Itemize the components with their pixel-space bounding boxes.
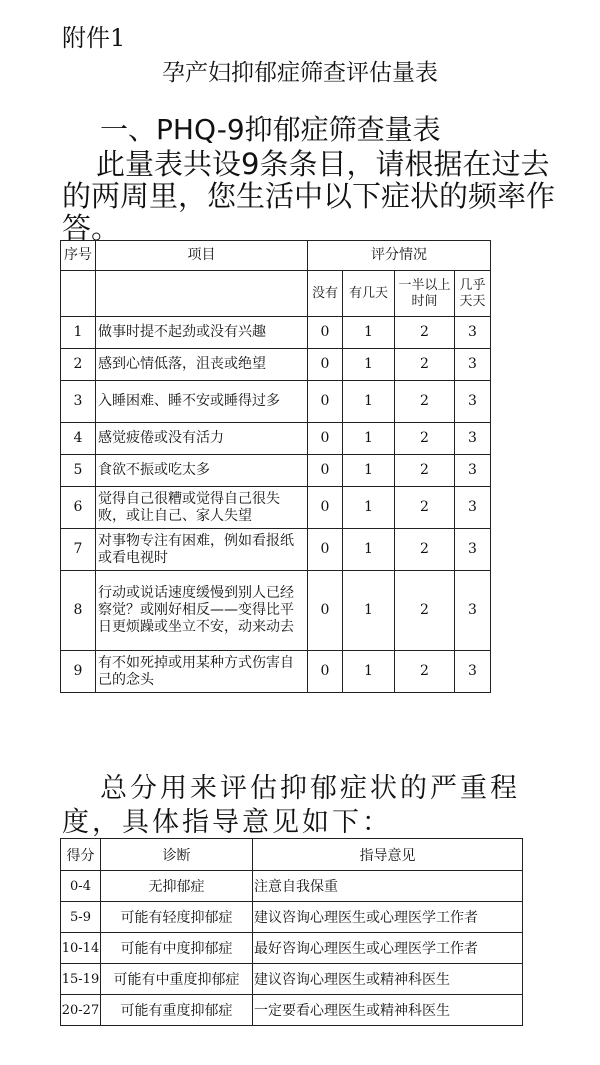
col-score-header: 得分 [61,839,101,871]
score-cell: 3 [455,571,491,651]
advice: 建议咨询心理医生或心理医学工作者 [253,902,523,933]
score-cell: 1 [343,455,395,487]
rating-option: 一半以上时间 [395,271,455,317]
total-score-paragraph: 总分用来评估抑郁症状的严重程度，具体指导意见如下： [62,773,520,838]
phq9-row [61,349,491,381]
score-cell: 1 [343,317,395,349]
symptom-item: 感到心情低落，沮丧或绝望 [96,349,308,381]
col-advice-header: 指导意见 [253,839,523,871]
advice: 建议咨询心理医生或精神科医生 [253,964,523,995]
watermark-strip [340,1050,600,1062]
guidance-row [61,902,523,933]
score-range: 15-19 [61,964,101,995]
score-range: 20-27 [61,995,101,1026]
score-cell: 0 [308,571,343,651]
symptom-item: 做事时提不起劲或没有兴趣 [96,317,308,349]
score-cell: 2 [395,571,455,651]
score-cell: 3 [455,529,491,571]
score-cell: 2 [395,317,455,349]
score-cell: 1 [343,349,395,381]
guidance-row [61,995,523,1026]
symptom-item: 有不如死掉或用某种方式伤害自己的念头 [96,651,308,693]
score-range: 5-9 [61,902,101,933]
score-cell: 2 [395,349,455,381]
guidance-table [60,838,523,1026]
score-range: 0-4 [61,871,101,902]
score-cell: 2 [395,651,455,693]
score-cell: 3 [455,349,491,381]
score-cell: 0 [308,381,343,423]
section-heading: 一、PHQ-9抑郁症筛查量表 [100,113,441,146]
score-cell: 0 [308,349,343,381]
score-cell: 3 [455,651,491,693]
score-cell: 0 [308,651,343,693]
col-rating-header: 评分情况 [308,241,491,271]
score-cell: 0 [308,317,343,349]
score-cell: 3 [455,381,491,423]
diagnosis: 无抑郁症 [101,871,253,902]
phq9-table [60,240,491,693]
phq9-row [61,381,491,423]
score-cell: 1 [343,487,395,529]
score-cell: 2 [395,455,455,487]
symptom-item: 感觉疲倦或没有活力 [96,423,308,455]
symptom-item: 行动或说话速度缓慢到别人已经察觉？或刚好相反——变得比平日更烦躁或坐立不安，动来动去 [96,571,308,651]
score-cell: 2 [395,529,455,571]
symptom-item: 觉得自己很糟或觉得自己很失败，或让自己、家人失望 [96,487,308,529]
phq9-row [61,317,491,349]
rating-option: 没有 [308,271,343,317]
diagnosis: 可能有中重度抑郁症 [101,964,253,995]
diagnosis: 可能有轻度抑郁症 [101,902,253,933]
row-number: 3 [61,381,96,423]
row-number: 1 [61,317,96,349]
row-number: 9 [61,651,96,693]
document-title: 孕产妇抑郁症筛查评估量表 [162,60,438,86]
score-cell: 3 [455,487,491,529]
guidance-row [61,933,523,964]
score-cell: 2 [395,487,455,529]
score-range: 10-14 [61,933,101,964]
row-number: 6 [61,487,96,529]
diagnosis: 可能有重度抑郁症 [101,995,253,1026]
phq9-row [61,529,491,571]
score-cell: 0 [308,529,343,571]
phq9-row [61,423,491,455]
score-cell: 3 [455,455,491,487]
score-cell: 2 [395,381,455,423]
score-cell: 3 [455,317,491,349]
col-no-header: 序号 [61,241,96,271]
phq9-row [61,651,491,693]
symptom-item: 对事物专注有困难，例如看报纸或看电视时 [96,529,308,571]
score-cell: 1 [343,651,395,693]
guidance-row [61,871,523,902]
attachment-label: 附件1 [62,24,126,52]
row-number: 7 [61,529,96,571]
row-number: 5 [61,455,96,487]
phq9-row [61,455,491,487]
score-cell: 3 [455,423,491,455]
score-cell: 1 [343,423,395,455]
score-cell: 0 [308,423,343,455]
diagnosis: 可能有中度抑郁症 [101,933,253,964]
rating-option: 有几天 [343,271,395,317]
score-cell: 1 [343,571,395,651]
phq9-row [61,487,491,529]
advice: 一定要看心理医生或精神科医生 [253,995,523,1026]
col-diagnosis-header: 诊断 [101,839,253,871]
symptom-item: 入睡困难、睡不安或睡得过多 [96,381,308,423]
row-number: 8 [61,571,96,651]
score-cell: 0 [308,487,343,529]
advice: 注意自我保重 [253,871,523,902]
rating-option: 几乎天天 [455,271,491,317]
score-cell: 1 [343,529,395,571]
guidance-row [61,964,523,995]
symptom-item: 食欲不振或吃太多 [96,455,308,487]
row-number: 4 [61,423,96,455]
intro-paragraph: 此量表共设9条条目，请根据在过去的两周里，您生活中以下症状的频率作答。 [62,147,556,245]
score-cell: 2 [395,423,455,455]
score-cell: 1 [343,381,395,423]
col-item-header: 项目 [96,241,308,271]
row-number: 2 [61,349,96,381]
advice: 最好咨询心理医生或心理医学工作者 [253,933,523,964]
phq9-row [61,571,491,651]
score-cell: 0 [308,455,343,487]
